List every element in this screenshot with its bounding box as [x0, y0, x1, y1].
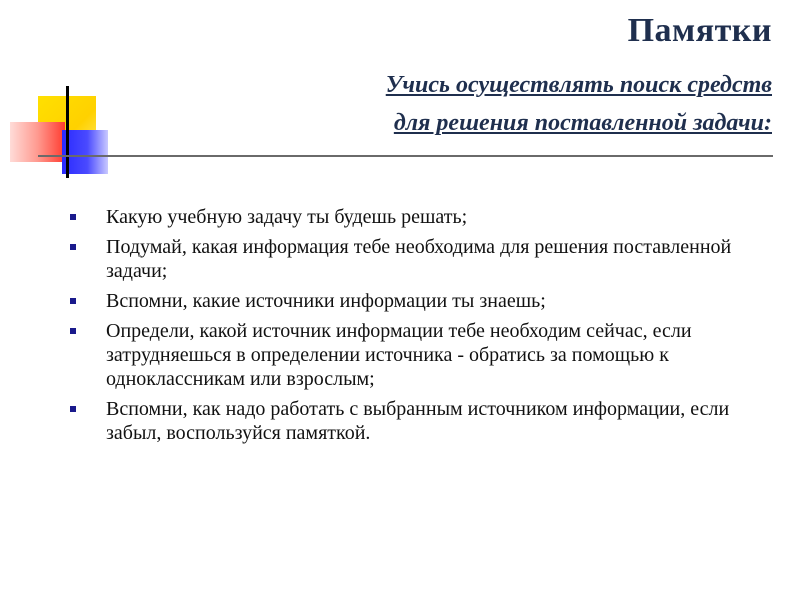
bullet-text: Определи, какой источник информации тебе необходим сейчас, если затрудняешься в определении источника - обратись за помощью к одноклассникам или взрослым;	[106, 320, 692, 390]
bullet-item	[70, 205, 770, 229]
square-bullet-icon	[70, 298, 76, 304]
bullet-text: Какую учебную задачу ты будешь решать;	[106, 206, 468, 228]
bullet-item	[70, 319, 770, 391]
bullet-text: Вспомни, какие источники информации ты знаешь;	[106, 290, 546, 312]
square-bullet-icon	[70, 406, 76, 412]
bullet-text: Вспомни, как надо работать с выбранным источником информации, если забыл, воспользуйся памяткой.	[106, 398, 730, 444]
square-bullet-icon	[70, 328, 76, 334]
bullet-item	[70, 397, 770, 445]
subtitle-line-1: Учись осуществлять поиск средств	[385, 72, 772, 98]
square-bullet-icon	[70, 244, 76, 250]
bullet-list	[70, 205, 770, 451]
bullet-item	[70, 235, 770, 283]
square-bullet-icon	[70, 214, 76, 220]
slide-title: Памятки	[627, 12, 772, 49]
title-divider-line	[38, 155, 773, 157]
bullet-text: Подумай, какая информация тебе необходима для решения поставленной задачи;	[106, 236, 732, 282]
subtitle-line-2: для решения поставленной задачи:	[393, 110, 772, 136]
decorative-vertical-line	[66, 86, 69, 178]
bullet-item	[70, 289, 770, 313]
slide-subtitle	[386, 66, 772, 142]
